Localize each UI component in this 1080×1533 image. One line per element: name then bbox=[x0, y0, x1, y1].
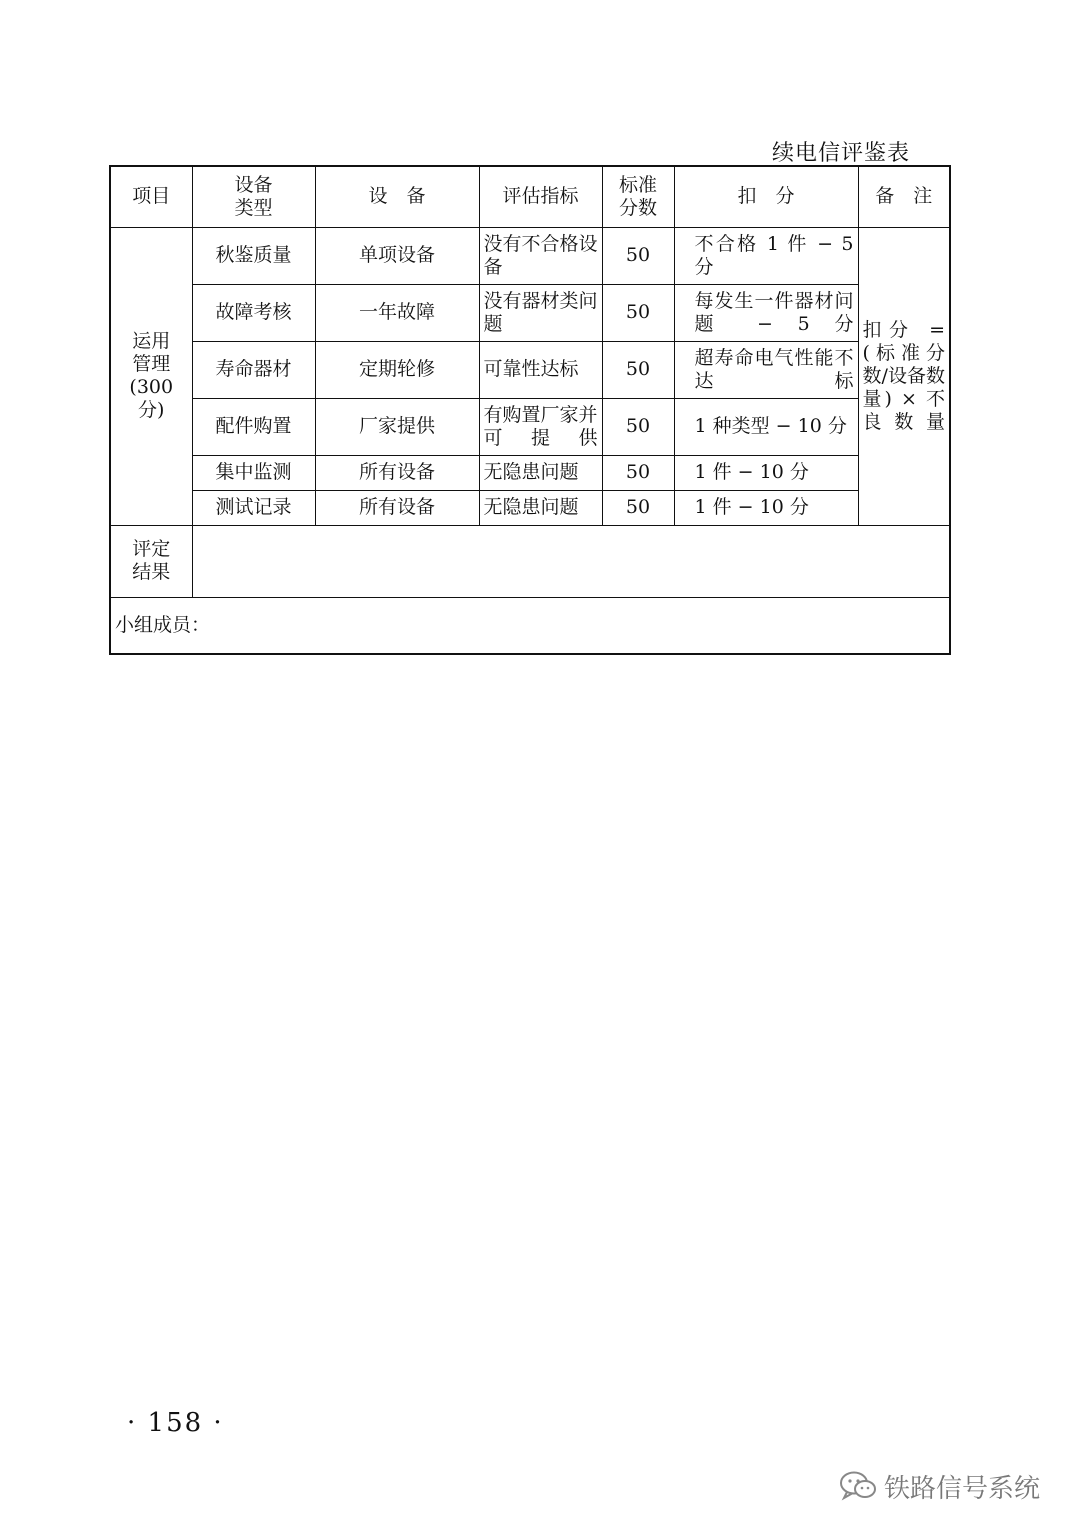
table-row bbox=[110, 227, 950, 284]
cell-score: 50 bbox=[602, 398, 674, 455]
header-indicator: 评估指标 bbox=[479, 166, 602, 227]
cell-score: 50 bbox=[602, 227, 674, 284]
table-row bbox=[110, 490, 950, 525]
cell-indicator: 可靠性达标 bbox=[479, 341, 602, 398]
wechat-icon bbox=[838, 1470, 878, 1502]
table-row bbox=[110, 341, 950, 398]
cell-score: 50 bbox=[602, 341, 674, 398]
cell-type: 寿命器材 bbox=[192, 341, 315, 398]
group-label-line2: 管理 bbox=[132, 353, 171, 375]
cell-type: 配件购置 bbox=[192, 398, 315, 455]
cell-type: 集中监测 bbox=[192, 455, 315, 490]
cell-device: 所有设备 bbox=[315, 455, 479, 490]
result-label-line2: 结果 bbox=[132, 561, 171, 583]
cell-score: 50 bbox=[602, 455, 674, 490]
cell-device: 定期轮修 bbox=[315, 341, 479, 398]
header-device-type-line1: 设备 bbox=[234, 173, 273, 196]
cell-type: 秋鉴质量 bbox=[192, 227, 315, 284]
evaluation-table bbox=[109, 165, 951, 655]
cell-score: 50 bbox=[602, 490, 674, 525]
members-label: 小组成员： bbox=[110, 597, 950, 654]
header-standard-score bbox=[602, 166, 674, 227]
header-device-type bbox=[192, 166, 315, 227]
cell-deduction: 1 件 − 10 分 bbox=[674, 490, 858, 525]
result-value bbox=[192, 525, 950, 597]
cell-type: 测试记录 bbox=[192, 490, 315, 525]
cell-device: 单项设备 bbox=[315, 227, 479, 284]
header-device: 设 备 bbox=[315, 166, 479, 227]
cell-deduction: 每发生一件器材问题 − 5 分 bbox=[674, 284, 858, 341]
header-score-line1: 标准 bbox=[618, 173, 657, 196]
cell-deduction: 1 种类型 − 10 分 bbox=[674, 398, 858, 455]
table-row bbox=[110, 398, 950, 455]
cell-device: 厂家提供 bbox=[315, 398, 479, 455]
header-device-type-line2: 类型 bbox=[234, 196, 273, 219]
cell-score: 50 bbox=[602, 284, 674, 341]
header-score-line2: 分数 bbox=[618, 196, 657, 219]
cell-indicator: 无隐患问题 bbox=[479, 490, 602, 525]
remark-cell: 扣分 = (标准分数/设备数量) × 不良数量 bbox=[858, 227, 950, 525]
cell-indicator: 没有不合格设备 bbox=[479, 227, 602, 284]
group-label bbox=[110, 227, 192, 525]
members-row bbox=[110, 597, 950, 654]
cell-deduction: 不合格 1 件 − 5 分 bbox=[674, 227, 858, 284]
header-deduction: 扣 分 bbox=[674, 166, 858, 227]
cell-device: 所有设备 bbox=[315, 490, 479, 525]
header-item: 项目 bbox=[110, 166, 192, 227]
page-number: · 158 · bbox=[127, 1408, 224, 1438]
header-remark: 备 注 bbox=[858, 166, 950, 227]
result-row bbox=[110, 525, 950, 597]
table-row bbox=[110, 284, 950, 341]
cell-deduction: 超寿命电气性能不达标 bbox=[674, 341, 858, 398]
cell-indicator: 没有器材类问题 bbox=[479, 284, 602, 341]
cell-indicator: 无隐患问题 bbox=[479, 455, 602, 490]
cell-device: 一年故障 bbox=[315, 284, 479, 341]
header-row bbox=[110, 166, 950, 227]
cell-type: 故障考核 bbox=[192, 284, 315, 341]
group-label-line1: 运用 bbox=[132, 330, 171, 352]
cell-indicator: 有购置厂家并可提供 bbox=[479, 398, 602, 455]
watermark bbox=[838, 1466, 1040, 1506]
result-label bbox=[110, 525, 192, 597]
group-label-line3: (300 分) bbox=[129, 376, 174, 421]
cell-deduction: 1 件 − 10 分 bbox=[674, 455, 858, 490]
result-label-line1: 评定 bbox=[132, 538, 171, 560]
table-caption: 续电信评鉴表 bbox=[771, 141, 910, 166]
watermark-text: 铁路信号系统 bbox=[884, 1473, 1041, 1504]
table-row bbox=[110, 455, 950, 490]
